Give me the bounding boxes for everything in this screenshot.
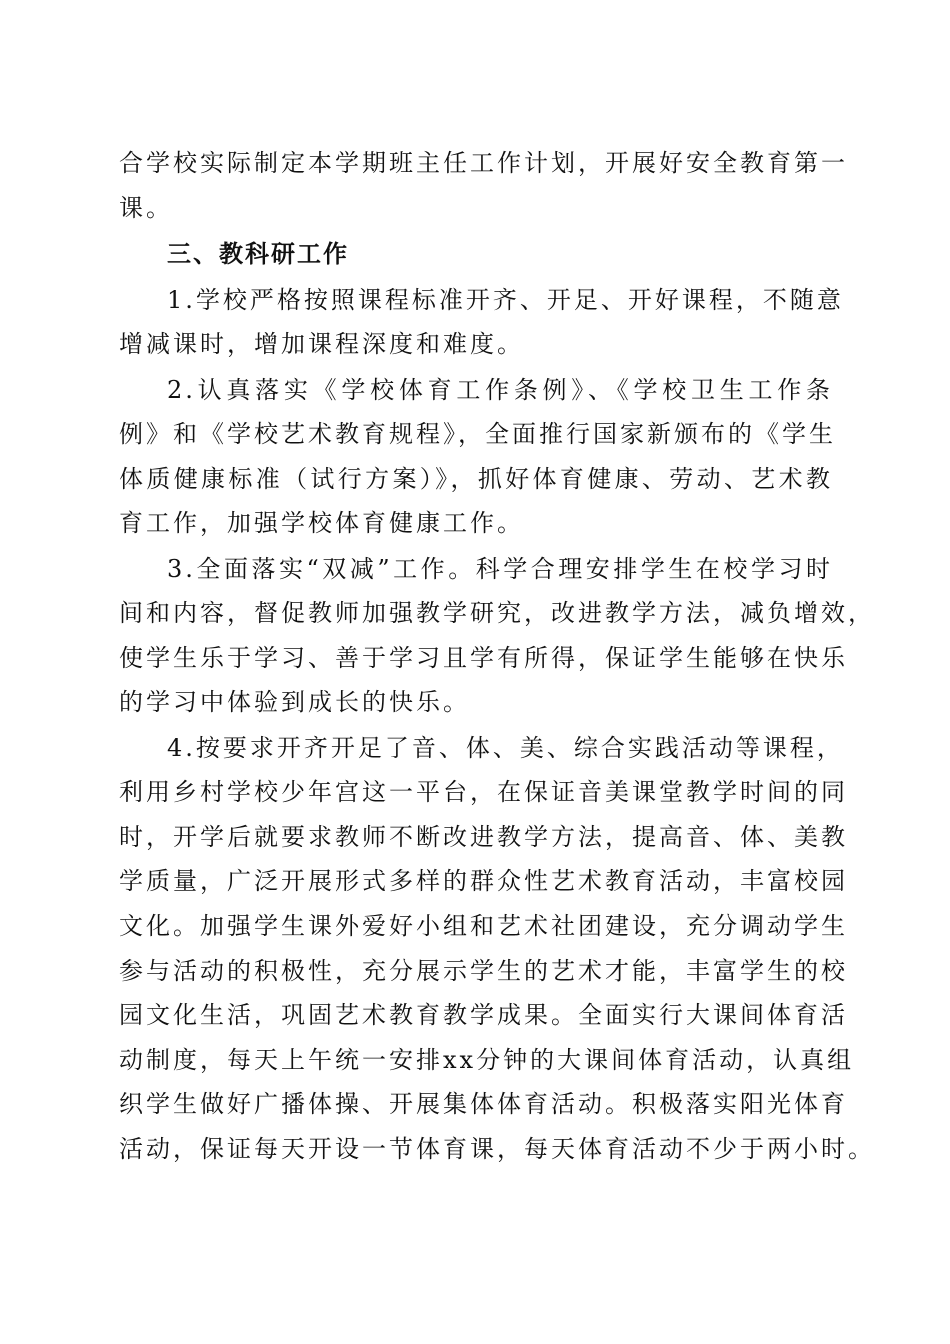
text-line: 动制度，每天上午统一安排xx分钟的大课间体育活动，认真组 — [119, 1046, 855, 1074]
text-line: 利用乡村学校少年宫这一平台，在保证音美课堂教学时间的同 — [119, 778, 848, 806]
text-line: 3.全面落实“双减”工作。科学合理安排学生在校学习时 — [167, 555, 833, 583]
text-line: 育工作，加强学校体育健康工作。 — [119, 509, 524, 537]
section-heading: 三、教科研工作 — [167, 240, 349, 268]
text-line: 增减课时，增加课程深度和难度。 — [119, 330, 524, 358]
text-line: 时，开学后就要求教师不断改进教学方法，提高音、体、美教 — [119, 823, 848, 851]
text-line: 4.按要求开齐开足了音、体、美、综合实践活动等课程， — [167, 734, 844, 762]
text-line: 参与活动的积极性，充分展示学生的艺术才能，丰富学生的校 — [119, 957, 848, 985]
text-line: 2.认真落实《学校体育工作条例》、《学校卫生工作条 — [167, 376, 833, 404]
text-line: 学质量，广泛开展形式多样的群众性艺术教育活动，丰富校园 — [119, 867, 848, 895]
text-line: 文化。加强学生课外爱好小组和艺术社团建设，充分调动学生 — [119, 912, 848, 940]
text-line: 园文化生活，巩固艺术教育教学成果。全面实行大课间体育活 — [119, 1001, 848, 1029]
text-line: 间和内容，督促教师加强教学研究，改进教学方法，减负增效， — [119, 599, 875, 627]
text-line: 织学生做好广播体操、开展集体体育活动。积极落实阳光体育 — [119, 1090, 848, 1118]
text-line: 例》和《学校艺术教育规程》，全面推行国家新颁布的《学生 — [119, 420, 836, 448]
text-line: 合学校实际制定本学期班主任工作计划，开展好安全教育第一 — [119, 149, 848, 177]
text-line: 的学习中体验到成长的快乐。 — [119, 688, 470, 716]
text-line: 活动，保证每天开设一节体育课，每天体育活动不少于两小时。 — [119, 1135, 875, 1163]
text-line: 1.学校严格按照课程标准开齐、开足、开好课程，不随意 — [167, 286, 844, 314]
text-line: 使学生乐于学习、善于学习且学有所得，保证学生能够在快乐 — [119, 644, 848, 672]
text-line: 课。 — [119, 194, 173, 222]
text-line: 体质健康标准（试行方案）》，抓好体育健康、劳动、艺术教 — [119, 465, 833, 493]
